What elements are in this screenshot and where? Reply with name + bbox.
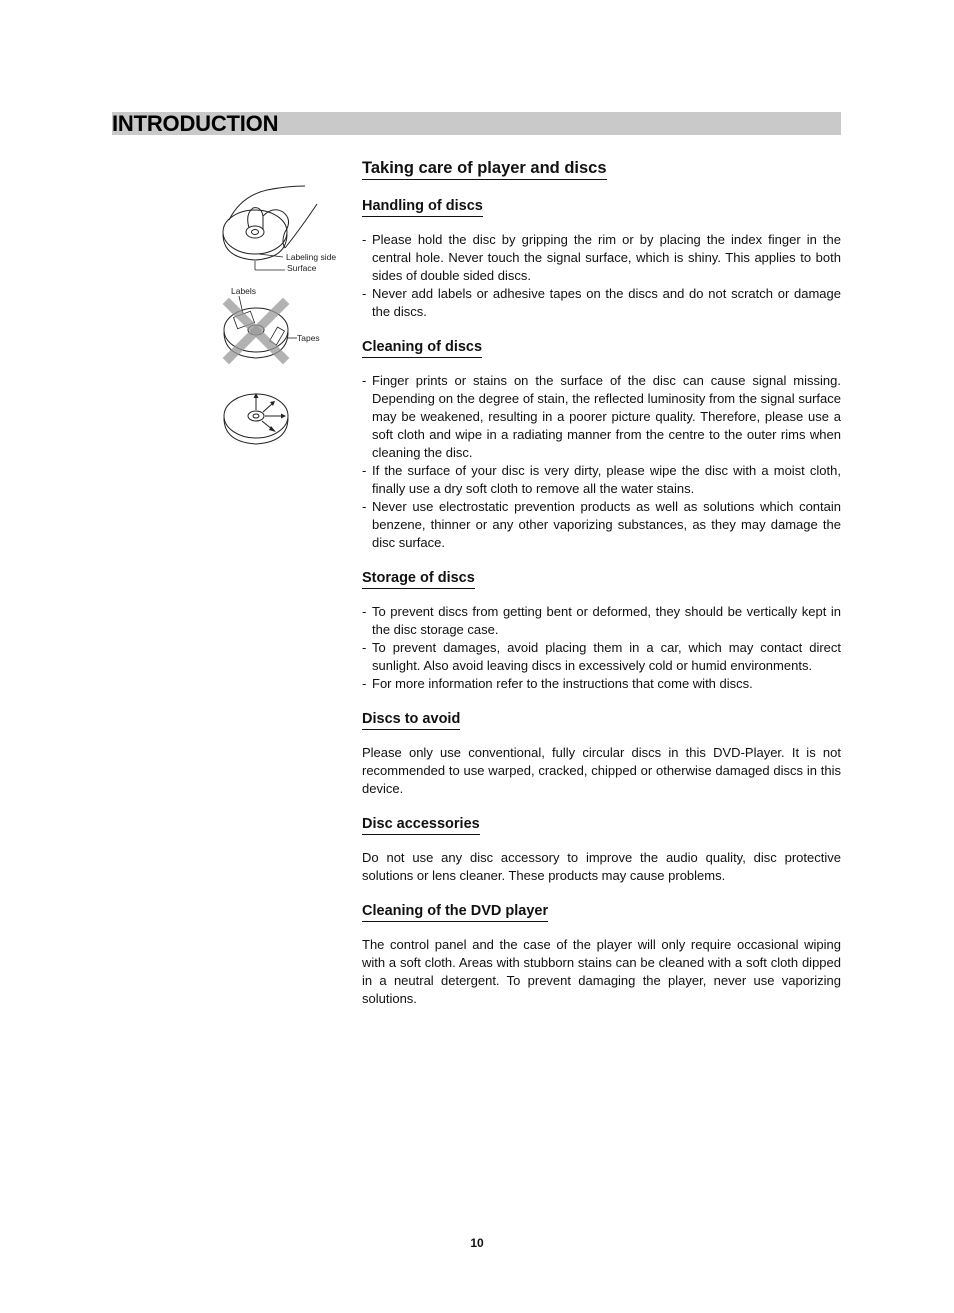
main-content	[362, 157, 841, 1024]
section-title: Cleaning of discs	[362, 337, 482, 358]
bullet-item: - For more information refer to the instructions that come with discs.	[362, 675, 841, 693]
section-avoid	[362, 709, 841, 798]
bullet-item: - To prevent discs from getting bent or deformed, they should be vertically kept in the disc storage case.	[362, 603, 841, 639]
bullet-item: - Please hold the disc by gripping the rim or by placing the index finger in the central hole. Never touch the signal surface, which is shiny. This applies to both sides of double sided discs.	[362, 231, 841, 285]
bullet-list	[362, 372, 841, 552]
section-title: Storage of discs	[362, 568, 475, 589]
page-heading: INTRODUCTION	[112, 111, 279, 136]
bullet-item: - Never add labels or adhesive tapes on the discs and do not scratch or damage the discs.	[362, 285, 841, 321]
bullet-list	[362, 231, 841, 321]
tapes-label: Tapes	[297, 333, 320, 343]
section-accessories	[362, 814, 841, 885]
section-paragraph: Please only use conventional, fully circular discs in this DVD-Player. It is not recommended to use warped, cracked, chipped or otherwise damaged discs in this device.	[362, 745, 841, 796]
labels-label: Labels	[231, 286, 257, 296]
bullet-item: - If the surface of your disc is very dirty, please wipe the disc with a moist cloth, finally use a dry soft cloth to remove all the water stains.	[362, 462, 841, 498]
section-title: Handling of discs	[362, 196, 483, 217]
surface-label: Surface	[287, 263, 317, 273]
section-paragraph: The control panel and the case of the player will only require occasional wiping with a soft cloth. Areas with stubborn stains can be cleaned with a soft cloth dipped in a neutral detergent. To prevent damaging the player, never use vaporizing solutions.	[362, 937, 841, 1006]
no-labels-tapes-illustration	[215, 284, 355, 374]
hand-holding-disc-illustration	[215, 180, 355, 280]
section-handling	[362, 196, 841, 321]
section-cleaning	[362, 337, 841, 552]
section-banner	[112, 112, 841, 135]
section-paragraph: Do not use any disc accessory to improve the audio quality, disc protective solutions or lens cleaner. These products may cause problems.	[362, 850, 841, 883]
bullet-item: - Finger prints or stains on the surface of the disc can cause signal missing. Depending on the degree of stain, the reflected luminosity from the signal surface may be weakened, resulting in a poorer picture quality. Therefore, please use a soft cloth and wipe in a radiating manner from the centre to the outer rims when cleaning the disc.	[362, 372, 841, 462]
bullet-list	[362, 603, 841, 693]
section-title: Discs to avoid	[362, 709, 460, 730]
bullet-item: - Never use electrostatic prevention products as well as solutions which contain benzene, thinner or any other vaporizing substances, as they may damage the disc surface.	[362, 498, 841, 552]
radial-cleaning-illustration	[215, 388, 355, 458]
main-title: Taking care of player and discs	[362, 157, 607, 180]
section-storage	[362, 568, 841, 693]
section-title: Cleaning of the DVD player	[362, 901, 548, 922]
page-number: 10	[470, 1236, 484, 1250]
illustrations	[215, 180, 355, 343]
section-title: Disc accessories	[362, 814, 480, 835]
labeling-side-label: Labeling side	[286, 252, 337, 262]
section-player-cleaning	[362, 901, 841, 1008]
bullet-item: - To prevent damages, avoid placing them in a car, which may contact direct sunlight. Also avoid leaving discs in excessively cold or humid environments.	[362, 639, 841, 675]
